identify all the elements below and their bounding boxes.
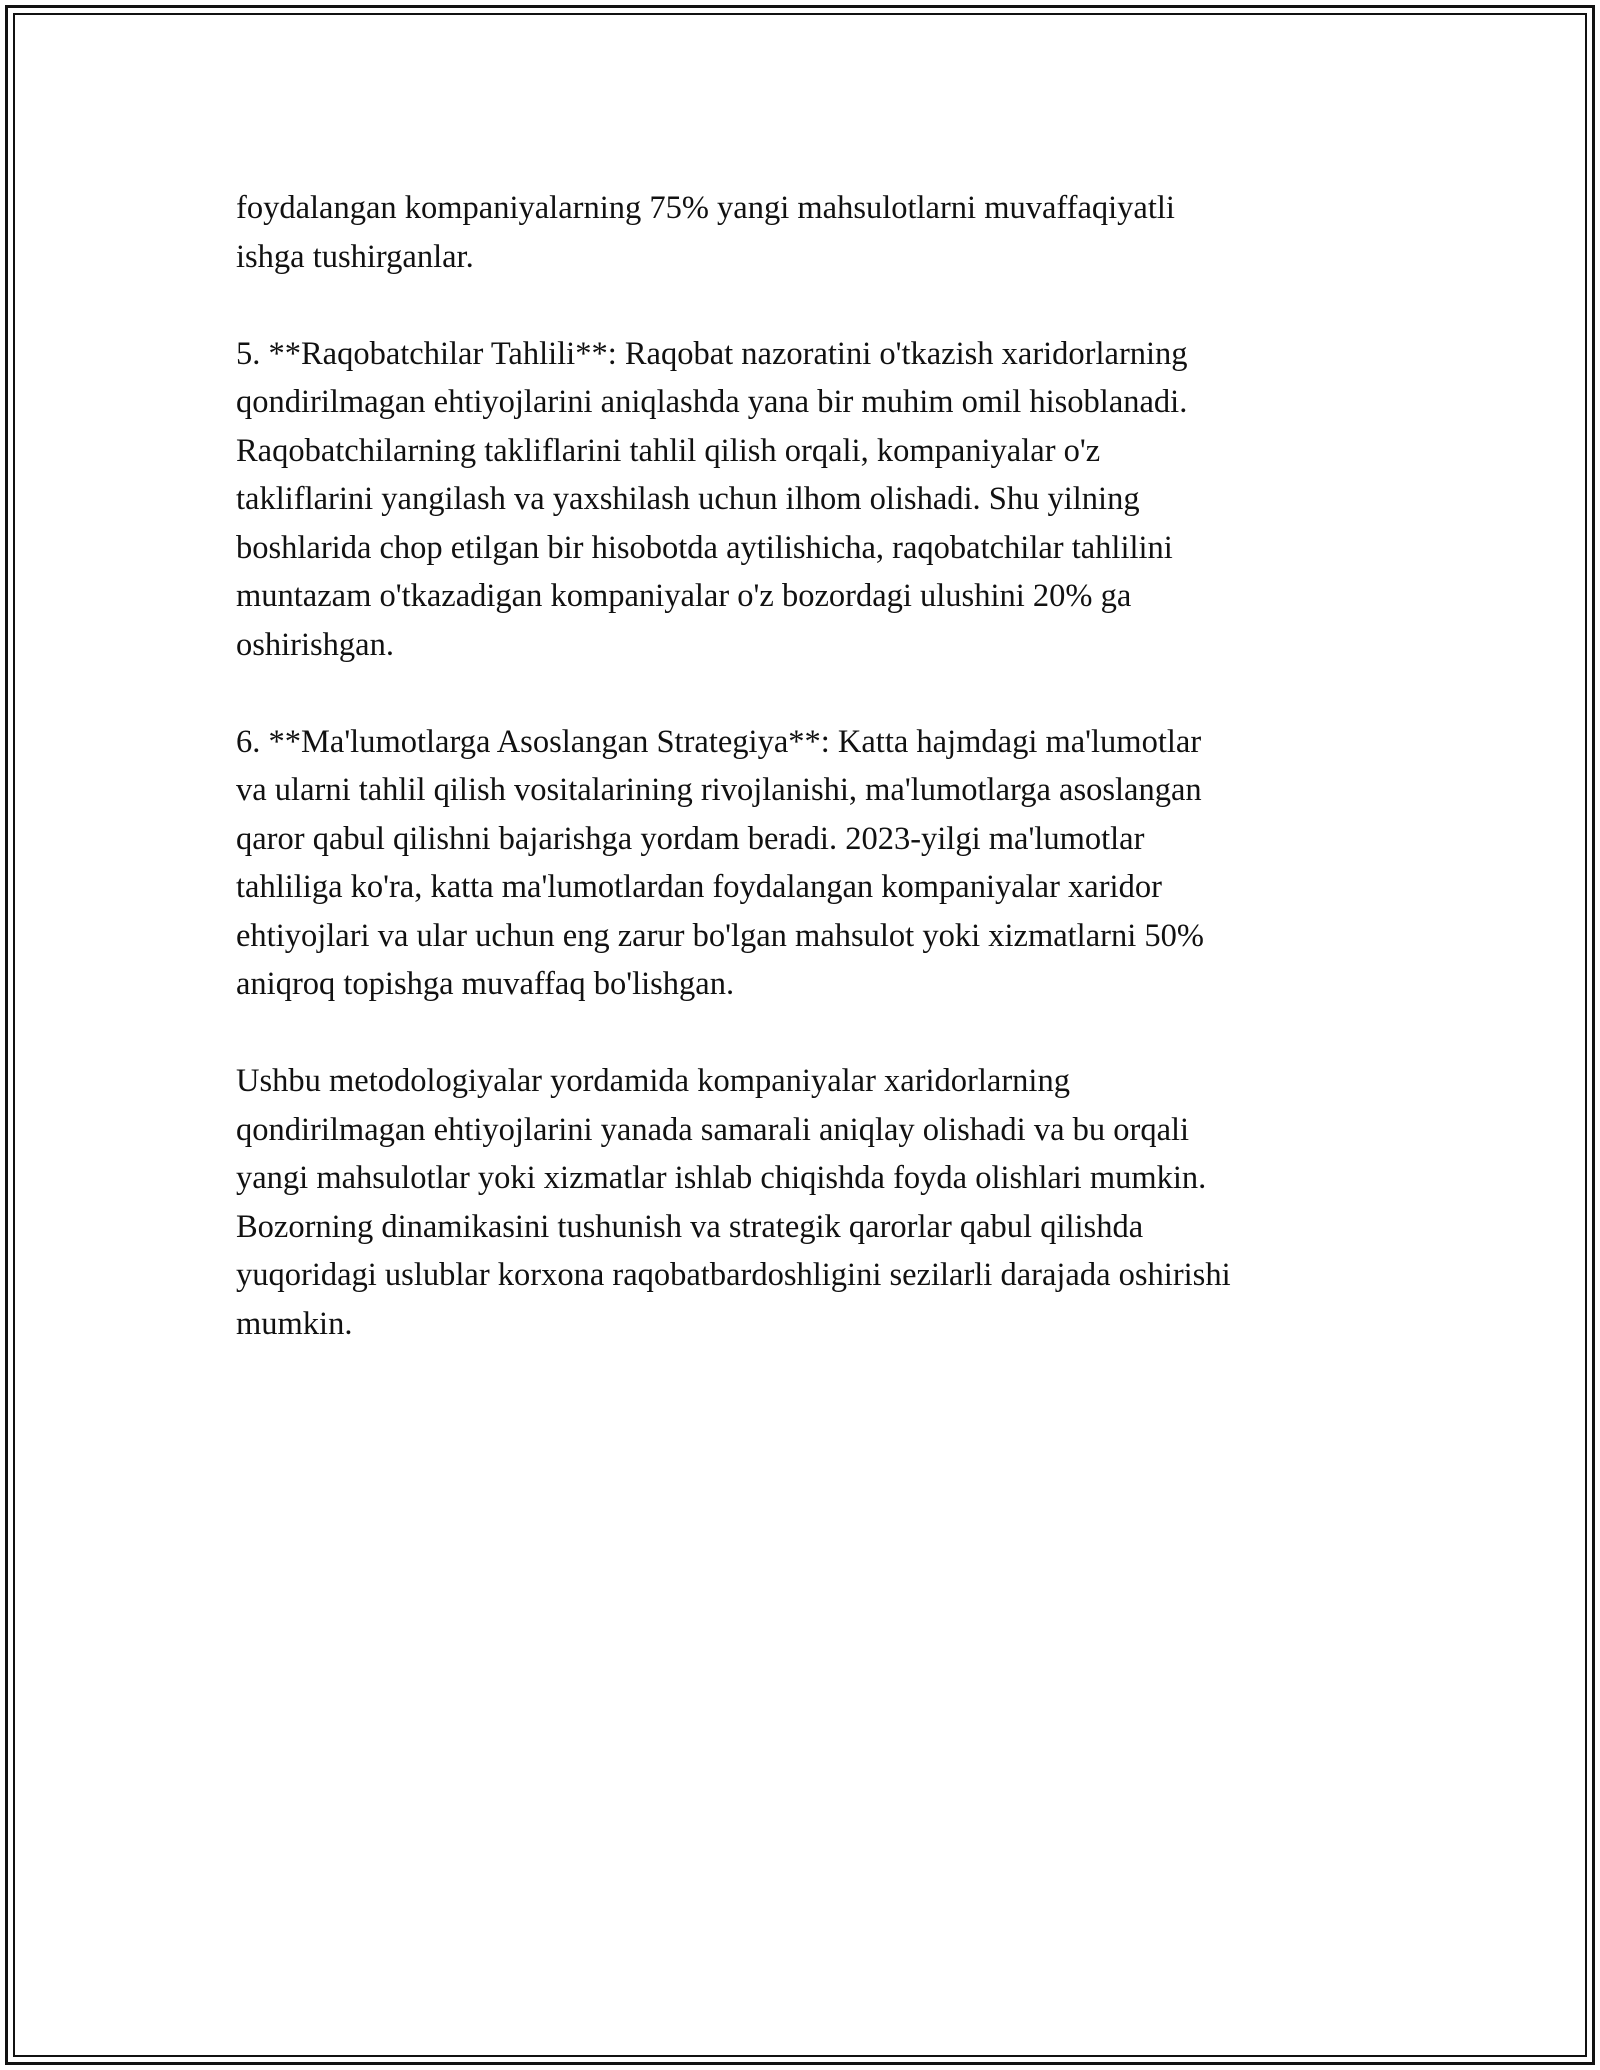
paragraph-intro-continuation: foydalangan kompaniyalarning 75% yangi mahsulotlarni muvaffaqiyatli ishga tushirganlar.	[236, 190, 1175, 275]
paragraph-competitor-analysis: 5. **Raqobatchilar Tahlili**: Raqobat nazoratini o'tkazish xaridorlarning qondirilmagan ehtiyojlarini aniqlashda yana bir muhim omil hisoblanadi. Raqobatchilarning takliflarini tahlil qilish orqali, kompaniyalar o'z takliflarini yangilash va yaxshilash uchun ilhom olishadi. Shu yilning boshlarida chop etilgan bir hisobotda aytilishicha, raqobatchilar tahlilini muntazam o'tkazadigan kompaniyalar o'z bozordagi ulushini 20% ga oshirishgan.	[236, 335, 1188, 663]
paragraph-conclusion: Ushbu metodologiyalar yordamida kompaniyalar xaridorlarning qondirilmagan ehtiyojlarini yanada samarali aniqlay olishadi va bu orqali yangi mahsulotlar yoki xizmatlar ishlab chiqishda foyda olishlari mumkin. Bozorning dinamikasini tushunish va strategik qarorlar qabul qilishda yuqoridagi uslublar korxona raqobatbardoshligini sezilarli darajada oshirishi mumkin.	[236, 1063, 1231, 1342]
paragraph-data-driven-strategy: 6. **Ma'lumotlarga Asoslangan Strategiya**: Katta hajmdagi ma'lumotlar va ularni tahlil qilish vositalarining rivojlanishi, ma'lumotlarga asoslangan qaror qabul qilishni bajarishga yordam beradi. 2023-yilgi ma'lumotlar tahliliga ko'ra, katta ma'lumotlardan foydalangan kompaniyalar xaridor ehtiyojlari va ular uchun eng zarur bo'lgan mahsulot yoki xizmatlarni 50% aniqroq topishga muvaffaq bo'lishgan.	[236, 723, 1204, 1002]
document-body	[236, 184, 1376, 1397]
